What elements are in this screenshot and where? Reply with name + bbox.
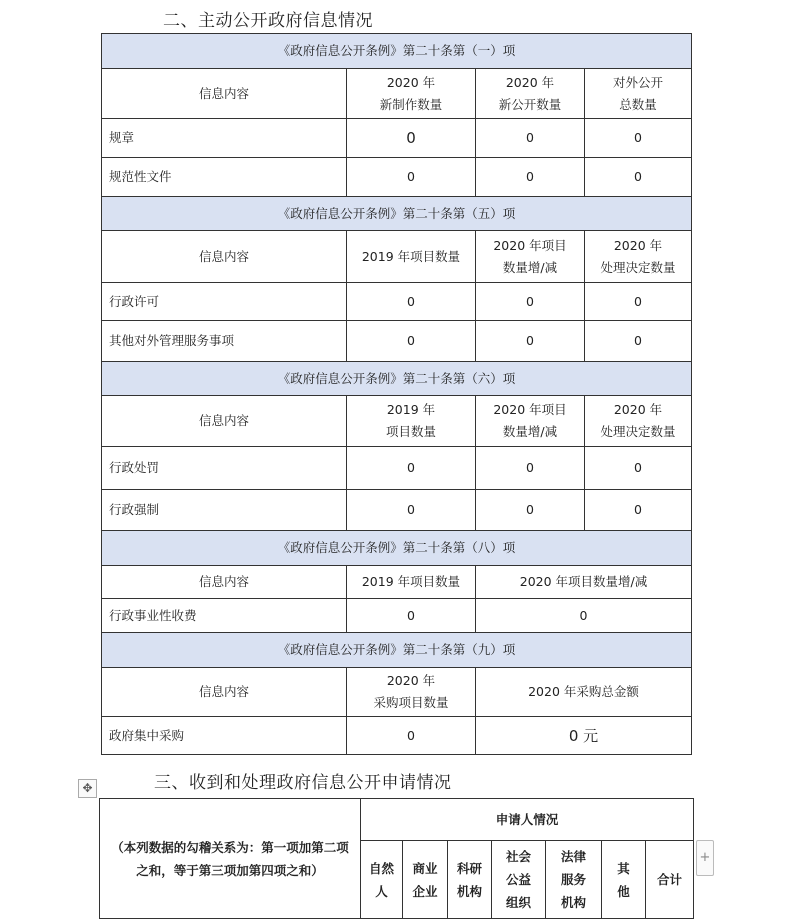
header-content: 信息内容 [102,231,347,283]
header-row [102,396,692,447]
section-title: 《政府信息公开条例》第二十条第（九）项 [102,633,692,668]
section-row [102,633,692,668]
cell-value: 0 [476,283,585,321]
cell-value: 0 [585,119,692,158]
header-col2: 2020 年 新公开数量 [476,69,585,119]
section-row [102,34,692,69]
header-row [102,668,692,717]
header-col1: 2019 年项目数量 [347,566,476,599]
col-business: 商业 企业 [403,841,448,919]
cell-value: 0 [476,599,692,633]
table-row [102,321,692,362]
section-title: 《政府信息公开条例》第二十条第（五）项 [102,197,692,231]
cell-value: 0 [585,283,692,321]
cell-value: 0 [347,119,476,158]
row-label: 其他对外管理服务事项 [102,321,347,362]
section-title: 《政府信息公开条例》第二十条第（六）项 [102,362,692,396]
cell-value: 0 [476,158,585,197]
col-public-welfare: 社会 公益 组织 [492,841,546,919]
section-heading-2: 二、主动公开政府信息情况 [163,11,373,31]
row-label: 规章 [102,119,347,158]
cell-value: 0 元 [476,717,692,755]
add-column-icon[interactable]: + [696,840,714,876]
header-col2: 2020 年项目 数量增/减 [476,231,585,283]
row-label: 行政许可 [102,283,347,321]
section-row [102,531,692,566]
relation-note: （本列数据的勾稽关系为：第一项加第二项之和，等于第三项加第四项之和） [100,799,361,919]
col-total: 合计 [646,841,694,919]
cell-value: 0 [347,717,476,755]
table-row [102,158,692,197]
table-row [102,717,692,755]
row-label: 行政事业性收费 [102,599,347,633]
cell-value: 0 [585,447,692,490]
header-col3: 2020 年 处理决定数量 [585,231,692,283]
header-row [102,566,692,599]
cell-value: 0 [476,321,585,362]
header-row [100,799,694,841]
header-content: 信息内容 [102,566,347,599]
cell-value: 0 [347,490,476,531]
cell-value: 0 [476,490,585,531]
col-research: 科研 机构 [448,841,492,919]
table-row [102,119,692,158]
section-row [102,197,692,231]
header-col1: 2019 年项目数量 [347,231,476,283]
cell-value: 0 [476,447,585,490]
header-col1: 2020 年 新制作数量 [347,69,476,119]
table-row [102,490,692,531]
section-title: 《政府信息公开条例》第二十条第（八）项 [102,531,692,566]
header-col2: 2020 年项目数量增/减 [476,566,692,599]
header-col1: 2020 年 采购项目数量 [347,668,476,717]
table-row [102,283,692,321]
section-heading-3: 三、收到和处理政府信息公开申请情况 [154,773,452,793]
cell-value: 0 [585,321,692,362]
cell-value: 0 [476,119,585,158]
col-natural-person: 自然 人 [361,841,403,919]
header-col3: 对外公开 总数量 [585,69,692,119]
proactive-disclosure-table [101,33,692,755]
cell-value: 0 [585,490,692,531]
header-content: 信息内容 [102,668,347,717]
header-row [102,231,692,283]
table-row [102,447,692,490]
table-row [102,599,692,633]
col-legal-service: 法律 服务 机构 [546,841,602,919]
row-label: 规范性文件 [102,158,347,197]
header-col3: 2020 年 处理决定数量 [585,396,692,447]
header-row [102,69,692,119]
cell-value: 0 [347,158,476,197]
row-label: 行政强制 [102,490,347,531]
application-table [99,798,694,919]
row-label: 行政处罚 [102,447,347,490]
header-col2: 2020 年项目 数量增/减 [476,396,585,447]
header-content: 信息内容 [102,396,347,447]
row-label: 政府集中采购 [102,717,347,755]
col-other: 其 他 [602,841,646,919]
cell-value: 0 [347,321,476,362]
cell-value: 0 [347,283,476,321]
section-row [102,362,692,396]
cell-value: 0 [347,447,476,490]
table-move-handle-icon[interactable]: ✥ [78,779,97,798]
header-col2: 2020 年采购总金额 [476,668,692,717]
cell-value: 0 [585,158,692,197]
cell-value: 0 [347,599,476,633]
applicant-header: 申请人情况 [361,799,694,841]
section-title: 《政府信息公开条例》第二十条第（一）项 [102,34,692,69]
header-col1: 2019 年 项目数量 [347,396,476,447]
header-content: 信息内容 [102,69,347,119]
